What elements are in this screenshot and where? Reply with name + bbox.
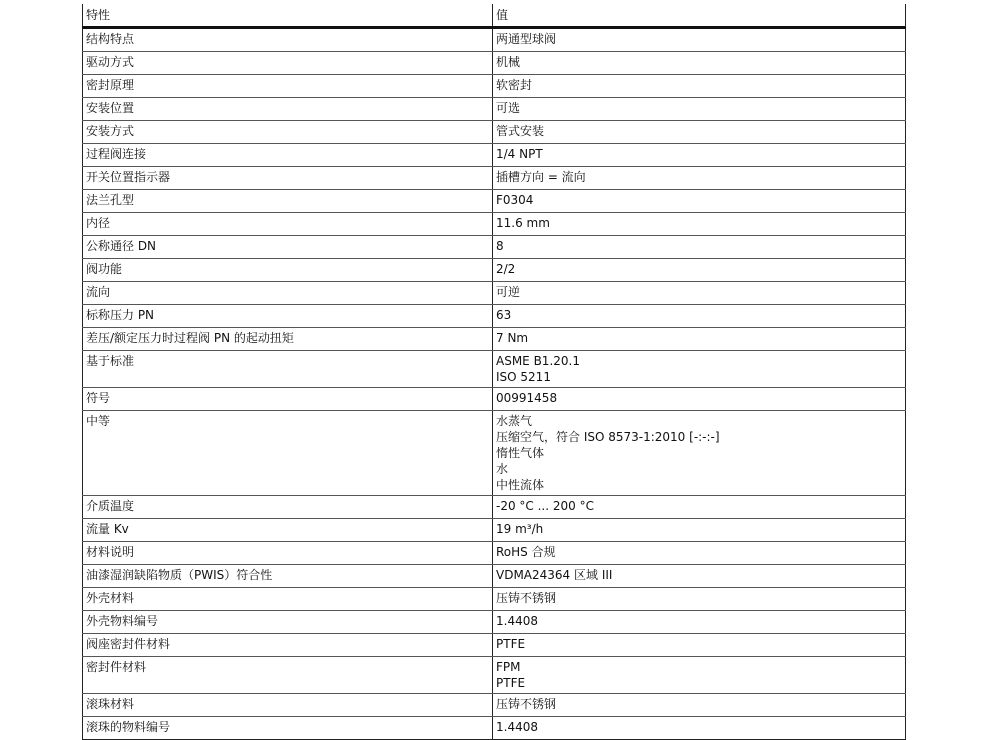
value-line: 00991458 (496, 391, 558, 405)
value-line: RoHS 合规 (496, 545, 556, 559)
value-line: 压铸不锈钢 (496, 591, 557, 605)
value-line: ISO 5211 (496, 370, 551, 384)
value-cell (493, 588, 906, 611)
property-cell: 安装方式 (83, 121, 493, 144)
property-cell: 差压/额定压力时过程阀 PN 的起动扭矩 (83, 328, 493, 351)
table-row (83, 98, 906, 121)
value-line: ASME B1.20.1 (496, 354, 580, 368)
value-cell (493, 328, 906, 351)
value-cell (493, 259, 906, 282)
value-cell (493, 121, 906, 144)
table-row (83, 717, 906, 740)
table-row (83, 121, 906, 144)
value-cell (493, 634, 906, 657)
value-cell (493, 75, 906, 98)
value-cell (493, 190, 906, 213)
header-property: 特性 (83, 4, 493, 28)
value-cell (493, 717, 906, 740)
property-cell: 阀座密封件材料 (83, 634, 493, 657)
value-line: 1.4408 (496, 720, 538, 734)
value-cell (493, 28, 906, 52)
value-line: 可逆 (496, 285, 521, 299)
property-cell: 外壳材料 (83, 588, 493, 611)
property-cell: 过程阀连接 (83, 144, 493, 167)
property-cell: 标称压力 PN (83, 305, 493, 328)
property-cell: 外壳物料编号 (83, 611, 493, 634)
table-row (83, 282, 906, 305)
value-cell (493, 565, 906, 588)
property-cell: 中等 (83, 411, 493, 496)
table-row (83, 634, 906, 657)
table-row (83, 144, 906, 167)
value-line: 水蒸气 (496, 414, 533, 428)
table-body (83, 28, 906, 740)
value-line: 管式安装 (496, 124, 545, 138)
value-line: PTFE (496, 676, 526, 690)
value-line: 水 (496, 462, 509, 476)
table-row (83, 236, 906, 259)
value-line: 7 Nm (496, 331, 529, 345)
table-row (83, 542, 906, 565)
value-line: 插槽方向 = 流向 (496, 170, 586, 184)
value-line: 63 (496, 308, 512, 322)
table-header-row (83, 4, 906, 28)
table-row (83, 259, 906, 282)
table-row (83, 411, 906, 496)
property-cell: 阀功能 (83, 259, 493, 282)
value-line: 压缩空气，符合 ISO 8573-1:2010 [-:-:-] (496, 430, 720, 444)
value-line: 机械 (496, 55, 521, 69)
value-line: VDMA24364 区域 III (496, 568, 613, 582)
header-value: 值 (493, 4, 906, 28)
value-cell (493, 542, 906, 565)
value-cell (493, 694, 906, 717)
property-cell: 基于标准 (83, 351, 493, 388)
property-cell: 开关位置指示器 (83, 167, 493, 190)
value-line: 中性流体 (496, 478, 545, 492)
value-cell (493, 388, 906, 411)
value-line: 1.4408 (496, 614, 538, 628)
table-row (83, 167, 906, 190)
property-cell: 滚珠的物料编号 (83, 717, 493, 740)
table-row (83, 588, 906, 611)
table-row (83, 75, 906, 98)
property-cell: 密封原理 (83, 75, 493, 98)
spec-sheet (82, 4, 905, 740)
value-line: FPM (496, 660, 521, 674)
property-cell: 滚珠材料 (83, 694, 493, 717)
table-row (83, 388, 906, 411)
value-cell (493, 657, 906, 694)
value-cell (493, 213, 906, 236)
property-cell: 流向 (83, 282, 493, 305)
value-cell (493, 519, 906, 542)
value-cell (493, 52, 906, 75)
property-cell: 安装位置 (83, 98, 493, 121)
value-line: 19 m³/h (496, 522, 544, 536)
property-cell: 结构特点 (83, 28, 493, 52)
value-line: 8 (496, 239, 504, 253)
specification-table (82, 4, 906, 740)
property-cell: 密封件材料 (83, 657, 493, 694)
value-cell (493, 236, 906, 259)
property-cell: 内径 (83, 213, 493, 236)
value-line: 两通型球阀 (496, 32, 557, 46)
property-cell: 材料说明 (83, 542, 493, 565)
value-line: 1/4 NPT (496, 147, 543, 161)
property-cell: 符号 (83, 388, 493, 411)
table-row (83, 351, 906, 388)
value-line: 11.6 mm (496, 216, 550, 230)
property-cell: 公称通径 DN (83, 236, 493, 259)
value-line: 2/2 (496, 262, 516, 276)
table-row (83, 190, 906, 213)
value-line: 可选 (496, 101, 521, 115)
table-row (83, 611, 906, 634)
value-cell (493, 496, 906, 519)
property-cell: 介质温度 (83, 496, 493, 519)
table-row (83, 28, 906, 52)
value-cell (493, 611, 906, 634)
value-cell (493, 167, 906, 190)
table-row (83, 52, 906, 75)
value-line: F0304 (496, 193, 534, 207)
table-row (83, 657, 906, 694)
value-cell (493, 144, 906, 167)
property-cell: 法兰孔型 (83, 190, 493, 213)
table-row (83, 328, 906, 351)
property-cell: 油漆湿润缺陷物质（PWIS）符合性 (83, 565, 493, 588)
table-row (83, 694, 906, 717)
table-row (83, 213, 906, 236)
value-line: 惰性气体 (496, 446, 545, 460)
value-cell (493, 351, 906, 388)
value-cell (493, 411, 906, 496)
value-line: -20 °C ... 200 °C (496, 499, 594, 513)
value-line: PTFE (496, 637, 526, 651)
value-line: 压铸不锈钢 (496, 697, 557, 711)
table-row (83, 565, 906, 588)
value-line: 软密封 (496, 78, 533, 92)
table-row (83, 496, 906, 519)
value-cell (493, 282, 906, 305)
table-row (83, 305, 906, 328)
value-cell (493, 305, 906, 328)
property-cell: 流量 Kv (83, 519, 493, 542)
table-row (83, 519, 906, 542)
property-cell: 驱动方式 (83, 52, 493, 75)
value-cell (493, 98, 906, 121)
